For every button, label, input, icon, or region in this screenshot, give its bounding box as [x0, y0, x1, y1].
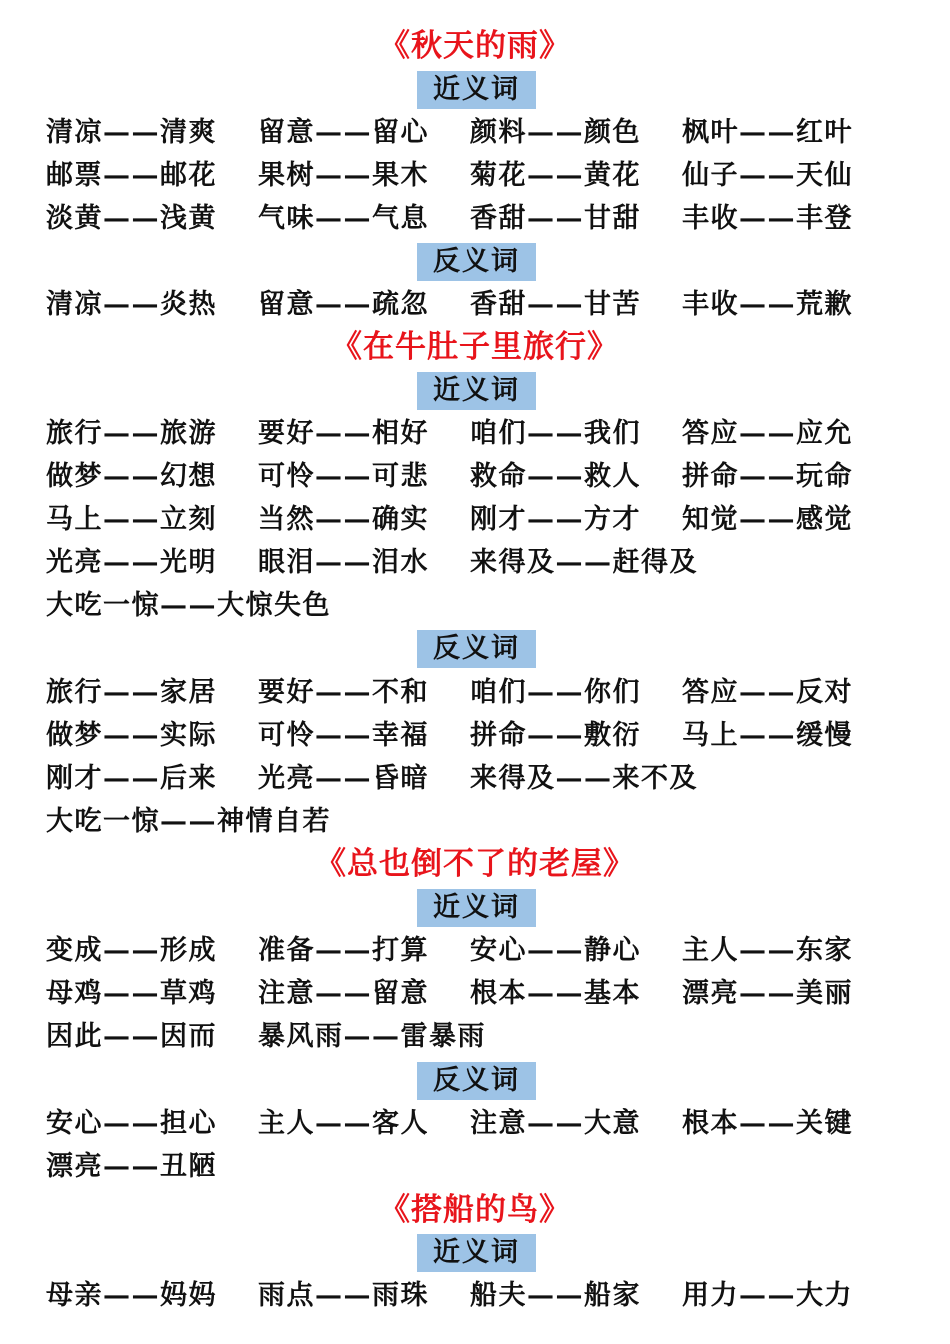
word-pair: 安心——担心: [46, 1108, 217, 1139]
word-pair-row: [46, 414, 926, 454]
word-pair: 暴风雨——雷暴雨: [258, 1021, 486, 1052]
word-pair-row: [46, 1276, 926, 1316]
word-pair: 答应——应允: [682, 418, 853, 449]
word-pair: 刚才——方才: [470, 504, 641, 535]
word-pair: 注意——留意: [258, 978, 429, 1009]
word-pair-row: [46, 1104, 926, 1144]
synonyms-label: 近义词: [417, 889, 536, 927]
word-pair: 漂亮——美丽: [682, 978, 853, 1009]
word-pair: 邮票——邮花: [46, 160, 217, 191]
word-pair-row: [46, 156, 926, 196]
section-title: 《秋天的雨》: [379, 28, 571, 64]
word-pair-row: [46, 1017, 926, 1057]
section-title: 《总也倒不了的老屋》: [315, 846, 635, 882]
word-pair: 做梦——幻想: [46, 461, 217, 492]
word-pair: 大吃一惊——大惊失色: [46, 590, 331, 621]
word-pair-row: [46, 586, 926, 626]
word-pair-row: [46, 543, 926, 583]
word-pair-row: [46, 199, 926, 239]
word-pair: 眼泪——泪水: [258, 547, 429, 578]
word-pair: 咱们——你们: [470, 677, 641, 708]
word-pair: 香甜——甘甜: [470, 203, 641, 234]
word-pair: 船夫——船家: [470, 1280, 641, 1311]
word-pair: 答应——反对: [682, 677, 853, 708]
word-pair: 做梦——实际: [46, 720, 217, 751]
word-pair: 光亮——昏暗: [258, 763, 429, 794]
word-pair-row: [46, 673, 926, 713]
word-pair: 主人——东家: [682, 935, 853, 966]
word-pair: 可怜——幸福: [258, 720, 429, 751]
word-pair: 注意——大意: [470, 1108, 641, 1139]
word-pair: 当然——确实: [258, 504, 429, 535]
word-pair: 刚才——后来: [46, 763, 217, 794]
word-pair-row: [46, 974, 926, 1014]
word-pair: 果树——果木: [258, 160, 429, 191]
word-pair: 救命——救人: [470, 461, 641, 492]
word-pair: 要好——不和: [258, 677, 429, 708]
word-pair: 大吃一惊——神情自若: [46, 806, 331, 837]
word-pair: 准备——打算: [258, 935, 429, 966]
word-pair: 清凉——清爽: [46, 117, 217, 148]
word-pair: 咱们——我们: [470, 418, 641, 449]
word-pair-row: [46, 500, 926, 540]
word-pair: 丰收——荒歉: [682, 289, 853, 320]
word-pair: 根本——关键: [682, 1108, 853, 1139]
word-pair-row: [46, 285, 926, 325]
word-pair: 来得及——来不及: [470, 763, 698, 794]
word-pair-row: [46, 802, 926, 842]
word-pair: 变成——形成: [46, 935, 217, 966]
word-pair: 知觉——感觉: [682, 504, 853, 535]
word-pair: 清凉——炎热: [46, 289, 217, 320]
word-pair: 拼命——玩命: [682, 461, 853, 492]
word-pair: 淡黄——浅黄: [46, 203, 217, 234]
word-pair: 光亮——光明: [46, 547, 217, 578]
word-pair: 留意——留心: [258, 117, 429, 148]
word-pair-row: [46, 1147, 926, 1187]
word-pair: 马上——立刻: [46, 504, 217, 535]
section-title: 《在牛肚子里旅行》: [331, 329, 619, 365]
word-pair: 因此——因而: [46, 1021, 217, 1052]
word-pair: 旅行——旅游: [46, 418, 217, 449]
section-title: 《搭船的鸟》: [379, 1192, 571, 1228]
synonyms-label: 近义词: [417, 1234, 536, 1272]
word-pair: 菊花——黄花: [470, 160, 641, 191]
word-pair: 丰收——丰登: [682, 203, 853, 234]
word-pair: 枫叶——红叶: [682, 117, 853, 148]
word-pair: 可怜——可悲: [258, 461, 429, 492]
word-pair: 根本——基本: [470, 978, 641, 1009]
word-pair: 母鸡——草鸡: [46, 978, 217, 1009]
word-pair: 用力——大力: [682, 1280, 853, 1311]
word-pair: 颜料——颜色: [470, 117, 641, 148]
word-pair: 香甜——甘苦: [470, 289, 641, 320]
word-pair: 漂亮——丑陋: [46, 1151, 217, 1182]
word-pair-row: [46, 113, 926, 153]
synonyms-label: 近义词: [417, 372, 536, 410]
word-pair: 母亲——妈妈: [46, 1280, 217, 1311]
synonyms-label: 近义词: [417, 71, 536, 109]
word-pair: 气味——气息: [258, 203, 429, 234]
word-pair: 要好——相好: [258, 418, 429, 449]
word-pair: 留意——疏忽: [258, 289, 429, 320]
word-pair-row: [46, 759, 926, 799]
word-pair-row: [46, 931, 926, 971]
word-pair: 马上——缓慢: [682, 720, 853, 751]
word-pair-row: [46, 457, 926, 497]
word-pair-row: [46, 716, 926, 756]
antonyms-label: 反义词: [417, 1062, 536, 1100]
word-pair: 旅行——家居: [46, 677, 217, 708]
antonyms-label: 反义词: [417, 243, 536, 281]
antonyms-label: 反义词: [417, 630, 536, 668]
word-pair: 来得及——赶得及: [470, 547, 698, 578]
word-pair: 主人——客人: [258, 1108, 429, 1139]
word-pair: 雨点——雨珠: [258, 1280, 429, 1311]
word-pair: 仙子——天仙: [682, 160, 853, 191]
word-pair: 拼命——敷衍: [470, 720, 641, 751]
word-pair: 安心——静心: [470, 935, 641, 966]
